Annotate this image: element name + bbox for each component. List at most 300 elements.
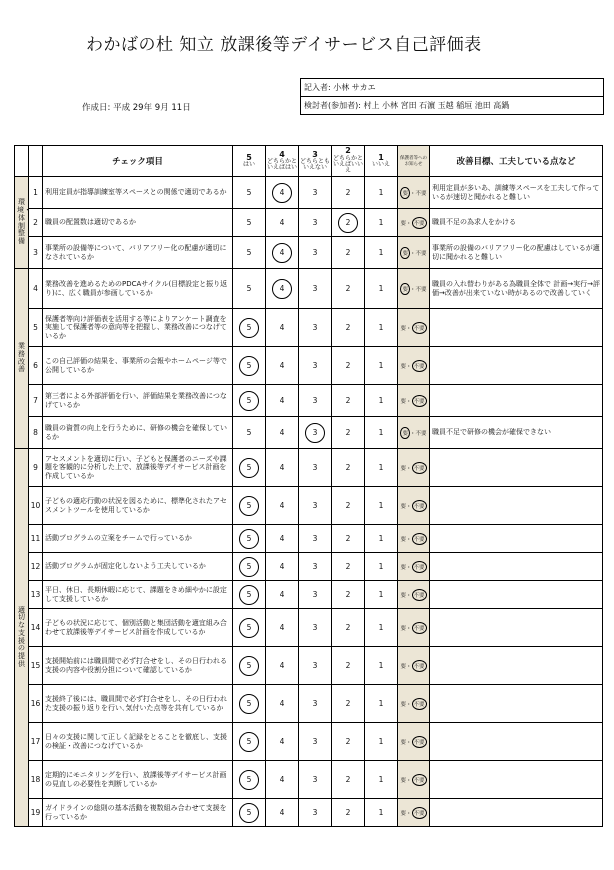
no-option: 不要 — [412, 322, 427, 334]
yes-option: 要 — [400, 739, 406, 746]
header-oshirase: 保護者等へのお知らせ — [398, 146, 430, 177]
page-title: わかばの杜 知立 放課後等デイサービス自己評価表 — [86, 35, 482, 55]
row-number: 16 — [29, 685, 43, 723]
score-cell-4[interactable] — [266, 723, 299, 761]
no-option: 不要 — [412, 561, 427, 573]
check-item: この自己評価の結果を、事業所の会報やホームページ等で公開しているか — [43, 347, 233, 385]
score-value: 2 — [345, 699, 351, 708]
header-score-4: 4 どちらかといえばはい — [266, 146, 299, 177]
no-option: 不要 — [412, 622, 427, 634]
row-number: 6 — [29, 347, 43, 385]
score-cell-5[interactable] — [233, 685, 266, 723]
score-value: 4 — [279, 463, 285, 472]
header-row — [15, 146, 603, 177]
check-item: 支援開始前には職員間で必ず打合せをし、その日行われる支援の内容や役割分担について確認しているか — [43, 647, 233, 685]
score-cell-5[interactable] — [233, 723, 266, 761]
separator: ・ — [405, 810, 412, 817]
score-value: 2 — [345, 428, 351, 437]
row-number: 19 — [29, 799, 43, 827]
no-option: 不要 — [415, 430, 427, 437]
score-cell-1[interactable] — [365, 237, 398, 269]
score-value: 1 — [378, 562, 384, 571]
no-option: 不要 — [412, 533, 427, 545]
oshirase-cell[interactable] — [398, 799, 430, 827]
oshirase-cell[interactable] — [398, 647, 430, 685]
score-value: 1 — [378, 188, 384, 197]
table-row — [15, 525, 603, 553]
score-value: 3 — [312, 590, 318, 599]
oshirase-cell[interactable] — [398, 761, 430, 799]
score-value: 1 — [378, 737, 384, 746]
score-cell-2[interactable] — [332, 723, 365, 761]
no-option: 不要 — [412, 500, 427, 512]
category-label: 業務改善 — [18, 342, 25, 374]
score-cell-2[interactable] — [332, 553, 365, 581]
category-label: 適切な支援の提供 — [18, 605, 25, 668]
score-cell-5[interactable] — [233, 609, 266, 647]
score-cell-4[interactable] — [266, 449, 299, 487]
score-cell-1[interactable] — [365, 449, 398, 487]
score-value: 2 — [345, 737, 351, 746]
table-row — [15, 487, 603, 525]
check-item: 子どもの状況に応じて、個別活動と集団活動を適宜組み合わせて放課後等デイサービス計画を作成しているか — [43, 609, 233, 647]
evaluation-table — [14, 145, 603, 827]
score-cell-3[interactable] — [299, 647, 332, 685]
score-cell-4[interactable] — [266, 761, 299, 799]
separator: ・ — [405, 536, 412, 543]
separator: ・ — [409, 190, 416, 197]
score-value: 3 — [312, 463, 318, 472]
score-cell-3[interactable] — [299, 417, 332, 449]
score-cell-3[interactable] — [299, 449, 332, 487]
circled-score: 2 — [338, 213, 358, 233]
no-option: 不要 — [415, 286, 427, 293]
score-cell-5[interactable] — [233, 799, 266, 827]
score-cell-1[interactable] — [365, 347, 398, 385]
score-cell-5[interactable] — [233, 647, 266, 685]
score-value: 5 — [246, 188, 252, 197]
score-cell-4[interactable] — [266, 347, 299, 385]
score-cell-5[interactable] — [233, 347, 266, 385]
row-number: 17 — [29, 723, 43, 761]
recorder: 記入者: 小林 サカエ — [304, 83, 376, 92]
improvement-note — [430, 347, 603, 385]
score-cell-5[interactable] — [233, 487, 266, 525]
score-cell-1[interactable] — [365, 177, 398, 209]
oshirase-cell[interactable] — [398, 417, 430, 449]
no-option: 不要 — [412, 774, 427, 786]
score-cell-5[interactable] — [233, 209, 266, 237]
score-cell-4[interactable] — [266, 609, 299, 647]
header-item: チェック項目 — [43, 146, 233, 177]
oshirase-cell[interactable] — [398, 237, 430, 269]
created-date: 作成日: 平成 29年 9月 11日 — [82, 103, 191, 113]
score-cell-3[interactable] — [299, 609, 332, 647]
oshirase-cell[interactable] — [398, 487, 430, 525]
score-cell-2[interactable] — [332, 487, 365, 525]
table-row — [15, 609, 603, 647]
row-number: 12 — [29, 553, 43, 581]
check-item: 第三者による外部評価を行い、評価結果を業務改善につなげているか — [43, 385, 233, 417]
circled-score: 5 — [239, 770, 259, 790]
score-cell-2[interactable] — [332, 237, 365, 269]
row-number: 14 — [29, 609, 43, 647]
score-value: 3 — [312, 623, 318, 632]
improvement-note — [430, 553, 603, 581]
score-cell-5[interactable] — [233, 417, 266, 449]
separator: ・ — [405, 220, 412, 227]
oshirase-cell[interactable] — [398, 525, 430, 553]
circled-score: 5 — [239, 803, 259, 823]
score-cell-5[interactable] — [233, 177, 266, 209]
score-cell-2[interactable] — [332, 685, 365, 723]
score-value: 3 — [312, 737, 318, 746]
row-number: 18 — [29, 761, 43, 799]
oshirase-cell[interactable] — [398, 309, 430, 347]
yes-option: 要 — [400, 427, 410, 439]
separator: ・ — [405, 739, 412, 746]
yes-option: 要 — [400, 564, 406, 571]
table-row — [15, 309, 603, 347]
no-option: 不要 — [415, 250, 427, 257]
check-item: 平日、休日、長期休暇に応じて、課題をきめ細やかに設定して支援しているか — [43, 581, 233, 609]
score-value: 1 — [378, 775, 384, 784]
no-option: 不要 — [412, 736, 427, 748]
score-value: 4 — [279, 590, 285, 599]
check-item: 活動プログラムの立案をチームで行っているか — [43, 525, 233, 553]
table-row — [15, 647, 603, 685]
score-cell-2[interactable] — [332, 761, 365, 799]
score-value: 4 — [279, 737, 285, 746]
circled-score: 5 — [239, 557, 259, 577]
row-number: 7 — [29, 385, 43, 417]
separator: ・ — [405, 625, 412, 632]
yes-option: 要 — [400, 503, 406, 510]
score-value: 5 — [246, 218, 252, 227]
check-item: 保護者等向け評価表を活用する等によりアンケート調査を実施して保護者等の意向等を把握し、業務改善につなげているか — [43, 309, 233, 347]
score-cell-4[interactable] — [266, 799, 299, 827]
score-cell-3[interactable] — [299, 685, 332, 723]
check-item: 子どもの適応行動の状況を図るために、標準化されたアセスメントツールを使用しているか — [43, 487, 233, 525]
score-value: 4 — [279, 323, 285, 332]
table-row — [15, 553, 603, 581]
score-cell-2[interactable] — [332, 177, 365, 209]
score-value: 3 — [312, 699, 318, 708]
improvement-note — [430, 309, 603, 347]
score-cell-4[interactable] — [266, 581, 299, 609]
oshirase-cell[interactable] — [398, 385, 430, 417]
score-cell-1[interactable] — [365, 269, 398, 309]
improvement-note — [430, 385, 603, 417]
row-number: 5 — [29, 309, 43, 347]
score-cell-1[interactable] — [365, 685, 398, 723]
score-cell-4[interactable] — [266, 685, 299, 723]
score-value: 1 — [378, 218, 384, 227]
score-value: 3 — [312, 323, 318, 332]
score-cell-4[interactable] — [266, 269, 299, 309]
oshirase-cell[interactable] — [398, 347, 430, 385]
score-value: 2 — [345, 808, 351, 817]
score-value: 4 — [279, 361, 285, 370]
separator: ・ — [405, 777, 412, 784]
score-cell-3[interactable] — [299, 269, 332, 309]
score-cell-3[interactable] — [299, 525, 332, 553]
score-value: 3 — [312, 218, 318, 227]
header-score-3: 3 どちらともいえない — [299, 146, 332, 177]
table-row — [15, 347, 603, 385]
score-cell-3[interactable] — [299, 723, 332, 761]
score-cell-4[interactable] — [266, 647, 299, 685]
row-number: 2 — [29, 209, 43, 237]
row-number: 13 — [29, 581, 43, 609]
circled-score: 5 — [239, 585, 259, 605]
score-cell-1[interactable] — [365, 647, 398, 685]
score-value: 5 — [246, 428, 252, 437]
separator: ・ — [405, 701, 412, 708]
score-cell-3[interactable] — [299, 799, 332, 827]
oshirase-cell[interactable] — [398, 177, 430, 209]
score-cell-2[interactable] — [332, 647, 365, 685]
table-row — [15, 799, 603, 827]
yes-option: 要 — [400, 663, 406, 670]
score-cell-1[interactable] — [365, 417, 398, 449]
improvement-note — [430, 581, 603, 609]
score-value: 4 — [279, 562, 285, 571]
score-cell-2[interactable] — [332, 525, 365, 553]
yes-option: 要 — [400, 398, 406, 405]
yes-option: 要 — [400, 363, 406, 370]
score-cell-1[interactable] — [365, 487, 398, 525]
category-cell — [15, 269, 29, 449]
score-cell-3[interactable] — [299, 553, 332, 581]
score-cell-3[interactable] — [299, 237, 332, 269]
score-cell-5[interactable] — [233, 761, 266, 799]
no-option: 不要 — [412, 660, 427, 672]
yes-option: 要 — [400, 187, 410, 199]
score-cell-2[interactable] — [332, 417, 365, 449]
table-row — [15, 449, 603, 487]
score-value: 2 — [345, 661, 351, 670]
score-cell-5[interactable] — [233, 385, 266, 417]
table-row — [15, 237, 603, 269]
score-value: 2 — [345, 590, 351, 599]
score-value: 3 — [312, 562, 318, 571]
separator: ・ — [405, 398, 412, 405]
improvement-note: 職員不足で研修の機会が確保できない — [430, 417, 603, 449]
score-cell-2[interactable] — [332, 449, 365, 487]
score-cell-5[interactable] — [233, 449, 266, 487]
separator: ・ — [405, 503, 412, 510]
header-blank — [15, 146, 29, 177]
score-cell-5[interactable] — [233, 525, 266, 553]
row-number: 3 — [29, 237, 43, 269]
score-cell-4[interactable] — [266, 237, 299, 269]
score-cell-3[interactable] — [299, 385, 332, 417]
score-value: 1 — [378, 284, 384, 293]
score-cell-1[interactable] — [365, 723, 398, 761]
score-cell-3[interactable] — [299, 209, 332, 237]
score-value: 2 — [345, 501, 351, 510]
table-row — [15, 761, 603, 799]
score-cell-2[interactable] — [332, 799, 365, 827]
improvement-note — [430, 449, 603, 487]
header-score-1: 1 いいえ — [365, 146, 398, 177]
check-item: 活動プログラムが固定化しないよう工夫しているか — [43, 553, 233, 581]
score-value: 4 — [279, 428, 285, 437]
category-cell — [15, 177, 29, 269]
score-value: 2 — [345, 775, 351, 784]
circled-score: 5 — [239, 458, 259, 478]
score-value: 4 — [279, 501, 285, 510]
score-cell-3[interactable] — [299, 177, 332, 209]
yes-option: 要 — [400, 777, 406, 784]
circled-score: 4 — [272, 183, 292, 203]
row-number: 1 — [29, 177, 43, 209]
score-cell-4[interactable] — [266, 209, 299, 237]
circled-score: 5 — [239, 656, 259, 676]
oshirase-cell[interactable] — [398, 553, 430, 581]
score-cell-5[interactable] — [233, 581, 266, 609]
score-value: 1 — [378, 661, 384, 670]
score-cell-2[interactable] — [332, 347, 365, 385]
table-row — [15, 209, 603, 237]
score-value: 1 — [378, 534, 384, 543]
improvement-note — [430, 723, 603, 761]
row-number: 8 — [29, 417, 43, 449]
score-cell-1[interactable] — [365, 525, 398, 553]
score-cell-2[interactable] — [332, 309, 365, 347]
header-score-2: 2 どちらかといえばいいえ — [332, 146, 365, 177]
score-cell-4[interactable] — [266, 487, 299, 525]
score-value: 3 — [312, 396, 318, 405]
category-cell — [15, 449, 29, 827]
improvement-note — [430, 487, 603, 525]
check-item: アセスメントを適切に行い、子どもと保護者のニーズや課題を客観的に分析した上で、放課後等デイサービス計画を作成しているか — [43, 449, 233, 487]
score-cell-4[interactable] — [266, 177, 299, 209]
score-cell-1[interactable] — [365, 385, 398, 417]
improvement-note: 職員不足の為求人をかける — [430, 209, 603, 237]
score-cell-1[interactable] — [365, 309, 398, 347]
check-item: ガイドラインの総則の基本活動を複数組み合わせて支援を行っているか — [43, 799, 233, 827]
score-value: 1 — [378, 396, 384, 405]
improvement-note — [430, 685, 603, 723]
oshirase-cell[interactable] — [398, 723, 430, 761]
score-cell-2[interactable] — [332, 581, 365, 609]
score-cell-2[interactable] — [332, 609, 365, 647]
score-cell-3[interactable] — [299, 487, 332, 525]
separator: ・ — [405, 363, 412, 370]
row-number: 15 — [29, 647, 43, 685]
row-number: 10 — [29, 487, 43, 525]
improvement-note: 職員の入れ替わりがある為職員全体で 計画→実行→評価→改善が出来ていない時があるので改善していく — [430, 269, 603, 309]
score-cell-4[interactable] — [266, 309, 299, 347]
score-value: 1 — [378, 623, 384, 632]
separator: ・ — [405, 465, 412, 472]
no-option: 不要 — [412, 462, 427, 474]
score-value: 3 — [312, 534, 318, 543]
table-row — [15, 723, 603, 761]
yes-option: 要 — [400, 701, 406, 708]
score-cell-1[interactable] — [365, 209, 398, 237]
circled-score: 5 — [239, 732, 259, 752]
score-cell-5[interactable] — [233, 553, 266, 581]
score-cell-1[interactable] — [365, 553, 398, 581]
score-cell-5[interactable] — [233, 309, 266, 347]
score-value: 1 — [378, 808, 384, 817]
no-option: 不要 — [412, 217, 427, 229]
check-item: 日々の支援に関して正しく記録をとることを徹底し、支援の検証・改善につなげているか — [43, 723, 233, 761]
circled-score: 5 — [239, 618, 259, 638]
score-cell-1[interactable] — [365, 761, 398, 799]
score-value: 5 — [246, 284, 252, 293]
score-value: 1 — [378, 699, 384, 708]
score-value: 4 — [279, 661, 285, 670]
score-cell-2[interactable] — [332, 385, 365, 417]
score-cell-1[interactable] — [365, 581, 398, 609]
score-cell-3[interactable] — [299, 581, 332, 609]
score-cell-3[interactable] — [299, 761, 332, 799]
score-value: 4 — [279, 808, 285, 817]
improvement-note — [430, 647, 603, 685]
score-cell-4[interactable] — [266, 553, 299, 581]
check-item: 職員の配置数は適切であるか — [43, 209, 233, 237]
improvement-note: 利用定員が多いあ、訓練等スペースを工夫して作っているが速切と聞かれると難しい — [430, 177, 603, 209]
score-value: 1 — [378, 248, 384, 257]
score-value: 3 — [312, 248, 318, 257]
reviewers: 検討者(参加者): 村上 小林 宮田 石濵 玉越 稲垣 池田 高鍋 — [301, 96, 603, 114]
header-blank — [29, 146, 43, 177]
row-number: 9 — [29, 449, 43, 487]
header-score-5: 5 はい — [233, 146, 266, 177]
score-value: 4 — [279, 396, 285, 405]
oshirase-cell[interactable] — [398, 581, 430, 609]
score-cell-4[interactable] — [266, 417, 299, 449]
category-label: 環境・体制整備 — [17, 198, 31, 245]
separator: ・ — [409, 250, 416, 257]
oshirase-cell[interactable] — [398, 449, 430, 487]
score-value: 2 — [345, 361, 351, 370]
score-value: 2 — [345, 396, 351, 405]
score-cell-1[interactable] — [365, 609, 398, 647]
score-cell-5[interactable] — [233, 237, 266, 269]
oshirase-cell[interactable] — [398, 609, 430, 647]
score-cell-5[interactable] — [233, 269, 266, 309]
oshirase-cell[interactable] — [398, 269, 430, 309]
score-cell-2[interactable] — [332, 209, 365, 237]
circled-score: 4 — [272, 279, 292, 299]
check-item: 利用定員が指導訓練室等スペースとの関係で適切であるか — [43, 177, 233, 209]
no-option: 不要 — [412, 360, 427, 372]
score-cell-2[interactable] — [332, 269, 365, 309]
yes-option: 要 — [400, 247, 410, 259]
score-cell-4[interactable] — [266, 385, 299, 417]
score-value: 4 — [279, 534, 285, 543]
check-item: 職員の資質の向上を行うために、研修の機会を確保しているか — [43, 417, 233, 449]
score-cell-1[interactable] — [365, 799, 398, 827]
score-value: 2 — [345, 248, 351, 257]
table-row — [15, 581, 603, 609]
circled-score: 3 — [305, 423, 325, 443]
score-cell-3[interactable] — [299, 309, 332, 347]
score-value: 2 — [345, 623, 351, 632]
oshirase-cell[interactable] — [398, 209, 430, 237]
score-cell-3[interactable] — [299, 347, 332, 385]
score-cell-4[interactable] — [266, 525, 299, 553]
oshirase-cell[interactable] — [398, 685, 430, 723]
yes-option: 要 — [400, 536, 406, 543]
separator: ・ — [405, 564, 412, 571]
score-value: 2 — [345, 534, 351, 543]
